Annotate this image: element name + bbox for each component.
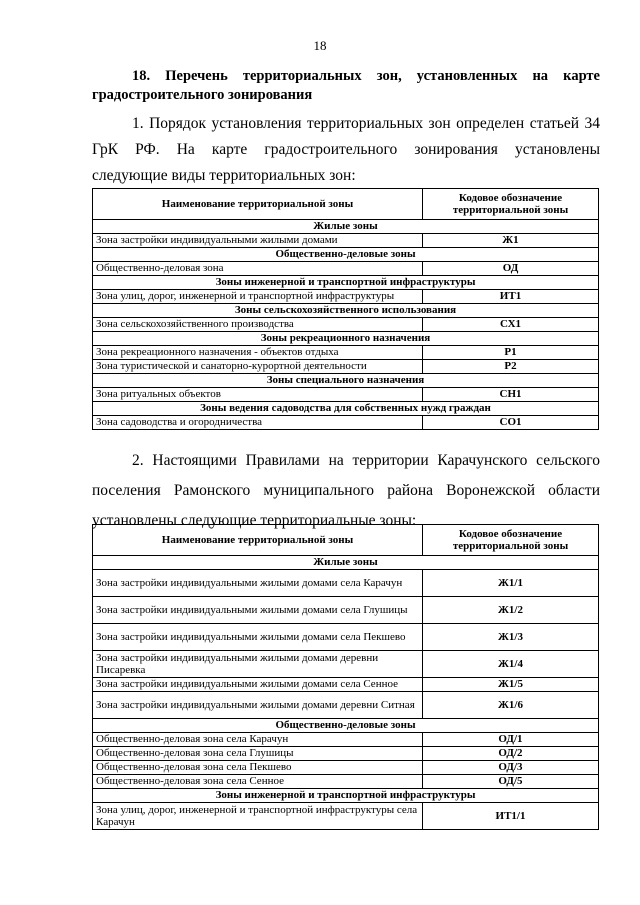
zone-code: СН1 <box>423 388 599 402</box>
section-row: Зоны инженерной и транспортной инфраструктуры <box>93 789 599 803</box>
zone-name: Зона застройки индивидуальными жилыми домами села Пекшево <box>93 624 423 651</box>
section-row: Общественно-деловые зоны <box>93 719 599 733</box>
table-row <box>93 747 599 761</box>
zone-name: Зона рекреационного назначения - объектов отдыха <box>93 346 423 360</box>
zone-code: Ж1/6 <box>423 692 599 719</box>
section-row: Зоны ведения садоводства для собственных нужд граждан <box>93 402 599 416</box>
table-row <box>93 290 599 304</box>
zone-name: Зона застройки индивидуальными жилыми домами села Сенное <box>93 678 423 692</box>
zone-code: ОД/2 <box>423 747 599 761</box>
zone-code: ОД <box>423 262 599 276</box>
table-row <box>93 597 599 624</box>
header-zone-code: Кодовое обозначение территориальной зоны <box>423 189 599 220</box>
table-row <box>93 388 599 402</box>
zone-code: СХ1 <box>423 318 599 332</box>
section-row: Жилые зоны <box>93 556 599 570</box>
zones-table-settlement <box>92 524 599 830</box>
zone-code: Ж1/5 <box>423 678 599 692</box>
table-row <box>93 733 599 747</box>
zone-code: Ж1/1 <box>423 570 599 597</box>
header-zone-name: Наименование территориальной зоны <box>93 525 423 556</box>
zone-code: ОД/3 <box>423 761 599 775</box>
paragraph-1: 1. Порядок установления территориальных зон определен статьей 34 ГрК РФ. На карте градостроительного зонирования установлены следующие виды территориальных зон: <box>92 115 600 184</box>
section-row: Жилые зоны <box>93 220 599 234</box>
table-row <box>93 416 599 430</box>
table-row <box>93 318 599 332</box>
table-row <box>93 234 599 248</box>
zone-name: Зона туристической и санаторно-курортной деятельности <box>93 360 423 374</box>
zone-code: ИТ1 <box>423 290 599 304</box>
zone-code: Ж1/3 <box>423 624 599 651</box>
section-heading: 18. Перечень территориальных зон, установленных на карте градостроительного зонирования <box>92 68 600 103</box>
table-row <box>93 761 599 775</box>
table-row <box>93 775 599 789</box>
zone-code: Ж1/4 <box>423 651 599 678</box>
table-row <box>93 346 599 360</box>
page-number: 18 <box>313 38 327 53</box>
zone-code: ОД/1 <box>423 733 599 747</box>
section-row: Зоны сельскохозяйственного использования <box>93 304 599 318</box>
table-row <box>93 803 599 830</box>
table-row <box>93 692 599 719</box>
zone-name: Общественно-деловая зона села Глушицы <box>93 747 423 761</box>
zone-name: Зона застройки индивидуальными жилыми домами деревни Писаревка <box>93 651 423 678</box>
zone-name: Зона застройки индивидуальными жилыми домами <box>93 234 423 248</box>
zone-name: Зона садоводства и огородничества <box>93 416 423 430</box>
zone-name: Зона сельскохозяйственного производства <box>93 318 423 332</box>
table-row <box>93 678 599 692</box>
zone-code: Ж1 <box>423 234 599 248</box>
zone-code: СО1 <box>423 416 599 430</box>
table-row <box>93 360 599 374</box>
table-row <box>93 651 599 678</box>
zone-name: Зона застройки индивидуальными жилыми домами деревни Ситная <box>93 692 423 719</box>
zone-name: Общественно-деловая зона <box>93 262 423 276</box>
zone-name: Общественно-деловая зона села Сенное <box>93 775 423 789</box>
header-zone-name: Наименование территориальной зоны <box>93 189 423 220</box>
zone-name: Зона улиц, дорог, инженерной и транспортной инфраструктуры <box>93 290 423 304</box>
zone-name: Зона застройки индивидуальными жилыми домами села Глушицы <box>93 597 423 624</box>
table-row <box>93 570 599 597</box>
zone-name: Зона застройки индивидуальными жилыми домами села Карачун <box>93 570 423 597</box>
section-row: Общественно-деловые зоны <box>93 248 599 262</box>
section-row: Зоны рекреационного назначения <box>93 332 599 346</box>
zone-code: Ж1/2 <box>423 597 599 624</box>
zone-name: Общественно-деловая зона села Карачун <box>93 733 423 747</box>
zone-code: ОД/5 <box>423 775 599 789</box>
zone-code: Р2 <box>423 360 599 374</box>
zone-name: Общественно-деловая зона села Пекшево <box>93 761 423 775</box>
section-row: Зоны инженерной и транспортной инфраструктуры <box>93 276 599 290</box>
zone-code: ИТ1/1 <box>423 803 599 830</box>
section-row: Зоны специального назначения <box>93 374 599 388</box>
zone-code: Р1 <box>423 346 599 360</box>
zones-table-general <box>92 188 599 430</box>
table-row <box>93 624 599 651</box>
table-row <box>93 262 599 276</box>
header-zone-code: Кодовое обозначение территориальной зоны <box>423 525 599 556</box>
zone-name: Зона ритуальных объектов <box>93 388 423 402</box>
paragraph-2: 2. Настоящими Правилами на территории Карачунского сельского поселения Рамонского муниципального района Воронежской области установлены следующие территориальные зоны: <box>92 452 600 529</box>
zone-name: Зона улиц, дорог, инженерной и транспортной инфраструктуры села Карачун <box>93 803 423 830</box>
